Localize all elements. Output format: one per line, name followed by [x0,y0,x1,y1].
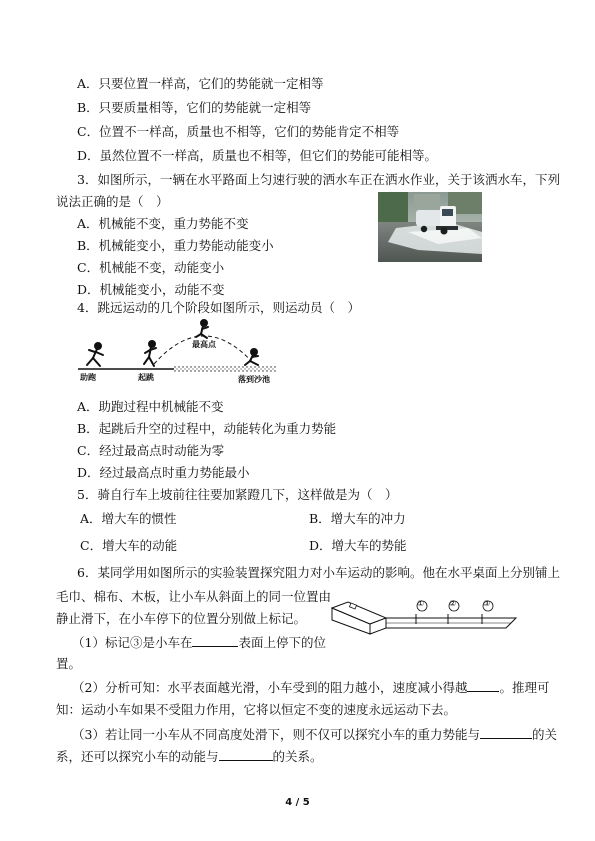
label-jump: 起跳 [138,372,154,382]
q5-option-d: D．增大车的势能 [309,538,407,553]
q6-part2-text-b: 。推理可 [499,680,550,695]
page-number: 4 / 5 [285,797,310,808]
q6-blank-3[interactable] [480,726,532,739]
q2-option-c: C．位置不一样高，质量也不相等，它们的势能肯定不相等 [77,124,400,139]
water-truck-photo [378,192,482,262]
q6-part3 [72,726,557,743]
q6-blank-4[interactable] [219,748,273,761]
q6-part3-text-b: 的关 [531,727,557,742]
q4-option-d: D．经过最高点时重力势能最小 [77,465,250,480]
q3-stem-line1: 3．如图所示，一辆在水平路面上匀速行驶的洒水车正在洒水作业，关于该洒水车，下列 [77,172,560,187]
label-land: 落到沙池 [238,374,270,384]
marker-3: ③ [483,599,491,608]
q6-line2: 毛巾、棉布、木板，让小车从斜面上的同一位置由 [56,589,332,604]
q6-line1: 6．某同学用如图所示的实验装置探究阻力对小车运动的影响。他在水平桌面上分别铺上 [77,565,560,580]
q6-part3-text-d: 的关系。 [272,749,323,764]
incline-experiment-figure [330,594,524,636]
q6-part1-text-a: （1）标记③是小车在 [72,635,193,650]
q3-option-d: D．机械能变小，动能不变 [77,282,225,297]
q6-part3-cont [56,748,323,765]
q6-part1 [72,634,326,651]
q2-option-d: D．虽然位置不一样高，质量也不相等，但它们的势能可能相等。 [77,148,438,163]
q4-option-c: C．经过最高点时动能为零 [77,443,225,458]
q6-part2-text-a: （2）分析可知：水平表面越光滑，小车受到的阻力越小，速度减小得越 [72,680,468,695]
label-top: 最高点 [192,339,216,349]
q6-part1-cont: 置。 [56,656,82,671]
q2-option-a: A．只要位置一样高，它们的势能就一定相等 [77,76,324,91]
q6-blank-1[interactable] [192,634,238,647]
q6-part1-text-b: 表面上停下的位 [238,635,326,650]
q2-option-b: B．只要质量相等，它们的势能就一定相等 [77,100,312,115]
q5-option-b: B．增大车的冲力 [309,511,406,526]
q3-option-a: A．机械能不变，重力势能不变 [77,216,249,231]
q6-line3: 静止滑下，在小车停下的位置分别做上标记。 [56,611,307,626]
q6-part3-text-a: （3）若让同一小车从不同高度处滑下，则不仅可以探究小车的重力势能与 [72,727,480,742]
q5-option-a: A．增大车的惯性 [80,511,177,526]
label-run: 助跑 [80,372,96,382]
marker-1: ① [417,599,425,608]
q3-option-b: B．机械能变小，重力势能动能变小 [77,238,274,253]
q3-stem-line2: 说法正确的是（ ） [56,194,169,209]
q5-stem: 5．骑自行车上坡前往往要加紧蹬几下，这样做是为（ ） [77,487,398,502]
q4-option-a: A．助跑过程中机械能不变 [77,399,224,414]
q6-part2-cont: 知：运动小车如果不受阻力作用，它将以恒定不变的速度永远运动下去。 [56,702,457,717]
q6-part2 [72,679,549,696]
q3-option-c: C．机械能不变，动能变小 [77,260,225,275]
q5-option-c: C．增大车的动能 [80,538,178,553]
q4-option-b: B．起跳后升空的过程中，动能转化为重力势能 [77,421,337,436]
q6-blank-2[interactable] [467,679,499,692]
long-jump-figure [78,318,288,390]
q6-part3-text-c: 系，还可以探究小车的动能与 [56,749,219,764]
marker-2: ② [449,599,457,608]
q4-stem: 4．跳远运动的几个阶段如图所示，则运动员（ ） [77,300,360,315]
